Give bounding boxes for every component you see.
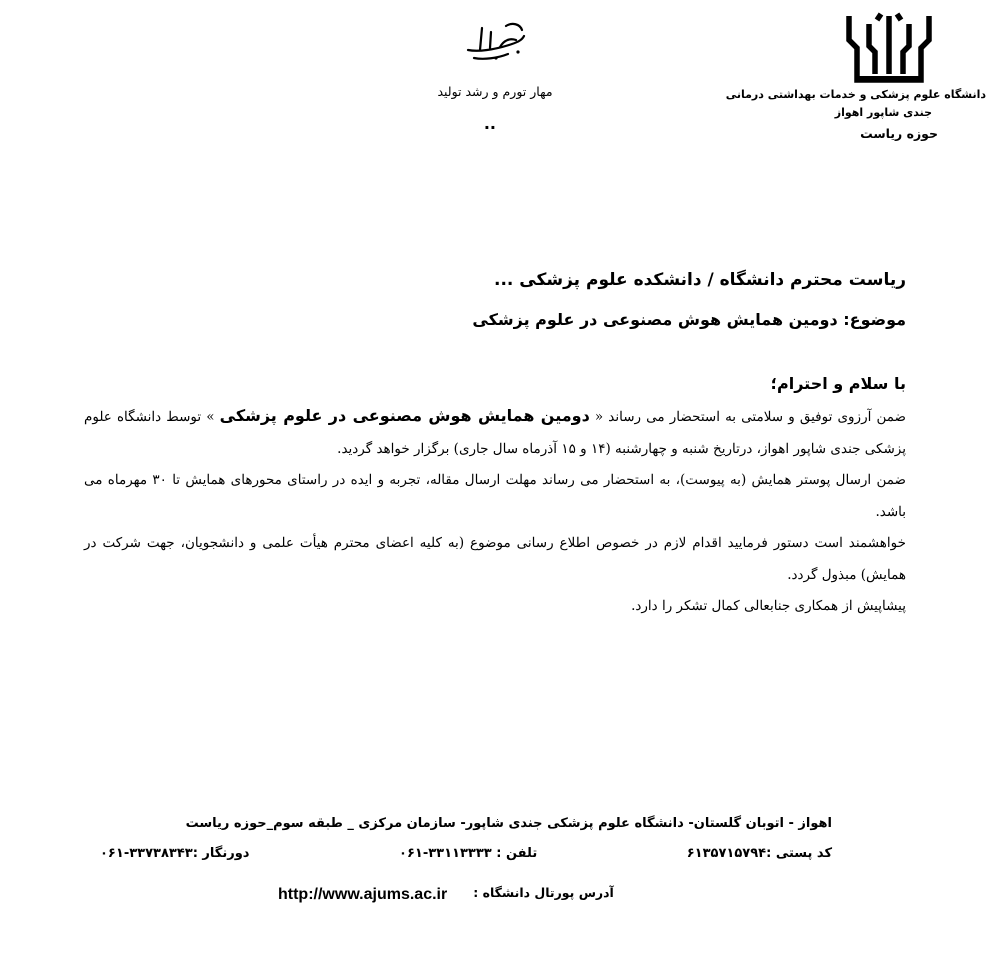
footer-address: اهواز - اتوبان گلستان- دانشگاه علوم پزشکی جندی شاپور- سازمان مرکزی _ طبقه سوم_حوزه ریاست <box>185 816 832 831</box>
postal-code: کد پستی :۶۱۳۵۷۱۵۷۹۴ <box>686 846 832 861</box>
university-city: جندی شاپور اهواز <box>834 106 932 119</box>
university-header <box>725 10 986 146</box>
letter-number-placeholder: .. <box>483 114 496 133</box>
paragraph-announcement-start: ضمن آرزوی توفیق و سلامتی به استحضار می رساند « <box>589 409 907 425</box>
letter-recipient: ریاست محترم دانشگاه / دانشکده علوم پزشکی ... <box>494 270 906 290</box>
portal-label: آدرس پورتال دانشگاه : <box>473 884 614 900</box>
bismillah-calligraphy <box>460 14 530 66</box>
paragraph-announcement <box>84 400 906 465</box>
paragraph-announcement-end: » توسط دانشگاه علوم پزشکی جندی شاپور اهواز، درتاریخ شنبه و چهارشنبه (۱۴ و ۱۵ آذرماه سال جاری) برگزار خواهد گردید. <box>84 409 906 457</box>
paragraph-thanks: پیشاپیش از همکاری جنابعالی کمال تشکر را دارد. <box>631 598 906 614</box>
office-name: حوزه ریاست <box>860 126 938 141</box>
paragraph-request: خواهشمند است دستور فرمایید اقدام لازم در خصوص اطلاع رسانی موضوع (به کلیه اعضای محترم هیأت علمی و دانشجویان، جهت شرکت در همایش) مبذول گردد. <box>84 535 906 583</box>
letter-greeting: با سلام و احترام؛ <box>770 374 906 393</box>
letter-body <box>84 268 906 623</box>
university-logo <box>841 10 937 86</box>
letter-footer <box>100 812 832 903</box>
footer-contacts <box>100 842 832 866</box>
fax-number: دورنگار :۳۳۷۳۸۳۴۳-۰۶۱ <box>100 846 250 861</box>
letter-subject: موضوع: دومین همایش هوش مصنوعی در علوم پزشکی <box>472 310 906 329</box>
university-name: دانشگاه علوم پزشکی و خدمات بهداشتی درمانی <box>725 88 986 101</box>
portal-row <box>278 880 614 904</box>
year-motto: مهار تورم و رشد تولید <box>437 84 553 99</box>
portal-link[interactable]: http://www.ajums.ac.ir <box>278 886 448 903</box>
event-title: دومین همایش هوش مصنوعی در علوم پزشکی <box>219 406 590 425</box>
emblem-text: باسمه تعالی <box>492 66 498 67</box>
paragraph-deadline: ضمن ارسال پوستر همایش (به پیوست)، به استحضار می رساند مهلت ارسال مقاله، تجربه و ایده در راستای محورهای همایش تا ۳۰ مهرماه می باشد. <box>84 472 906 520</box>
phone-number: تلفن : ۳۳۱۱۳۳۳۳-۰۶۱ <box>399 846 538 861</box>
letter-heading <box>400 14 590 132</box>
